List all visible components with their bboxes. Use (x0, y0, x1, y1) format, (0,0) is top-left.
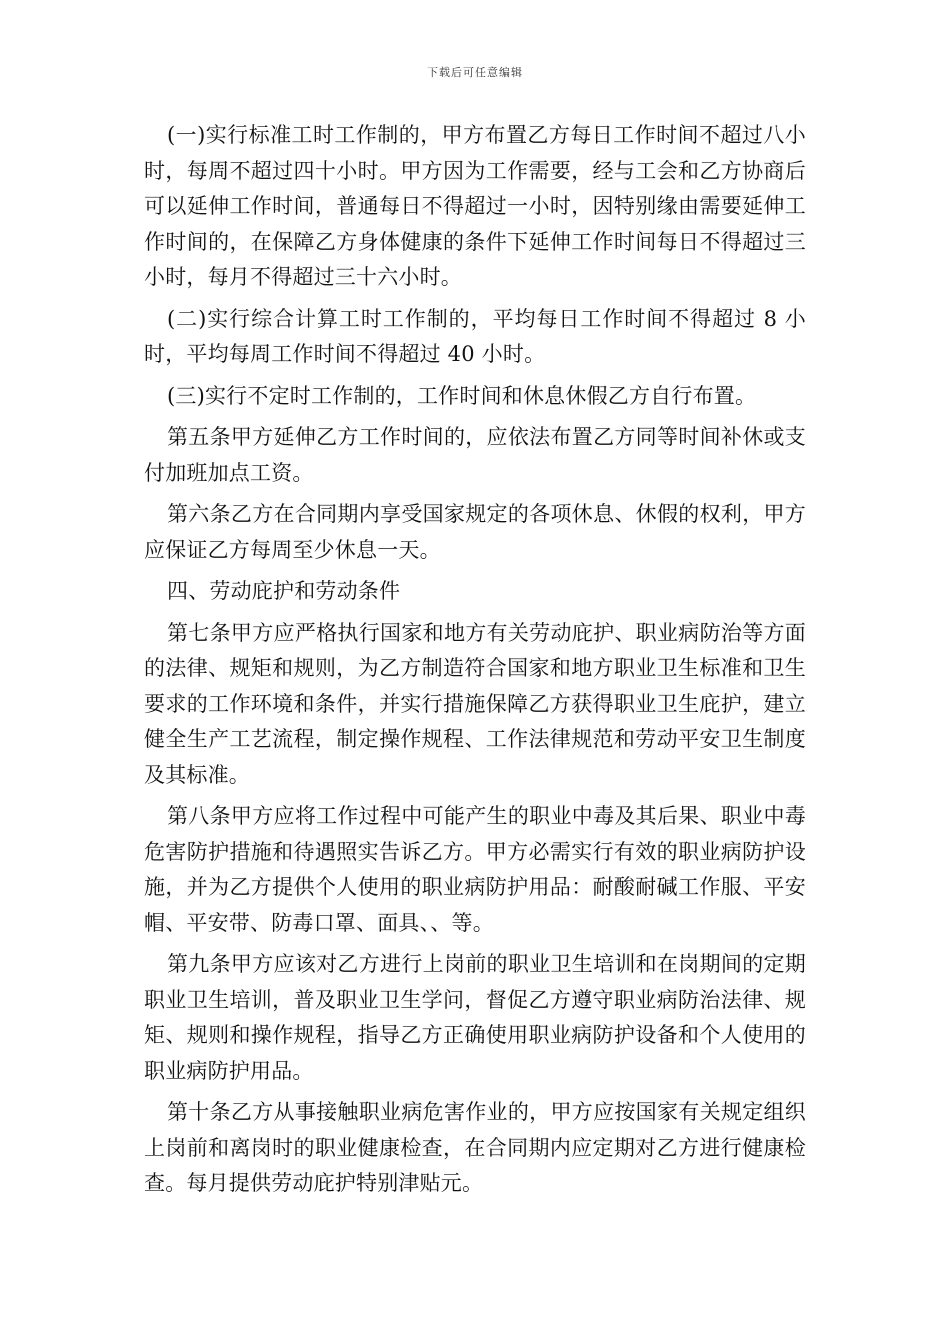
section-heading-labor-protection: 四、劳动庇护和劳动条件 (167, 579, 401, 603)
paragraph-article-8: 第八条甲方应将工作过程中可能产生的职业中毒及其后果、职业中毒危害防护措施和待遇照实告诉乙方。甲方必需实行有效的职业病防护设施，并为乙方提供个人使用的职业病防护用品：耐酸耐碱工作服、平安帽、平安带、防毒口罩、面具、、等。 (144, 804, 806, 935)
paragraph-standard-hours: (一)实行标准工时工作制的，甲方布置乙方每日工作时间不超过八小时，每周不超过四十小时。甲方因为工作需要，经与工会和乙方协商后可以延伸工作时间，普通每日不得超过一小时，因特别缘由需要延伸工作时间的，在保障乙方身体健康的条件下延伸工作时间每日不得超过三小时，每月不得超过三十六小时。 (144, 123, 806, 289)
paragraph-article-9: 第九条甲方应该对乙方进行上岗前的职业卫生培训和在岗期间的定期职业卫生培训，普及职业卫生学问，督促乙方遵守职业病防治法律、规矩、规则和操作规程，指导乙方正确使用职业病防护设备和个人使用的职业病防护用品。 (144, 952, 806, 1083)
page-header-note: 下载后可任意编辑 (427, 66, 523, 79)
paragraph-article-7: 第七条甲方应严格执行国家和地方有关劳动庇护、职业病防治等方面的法律、规矩和规则，为乙方制造符合国家和地方职业卫生标准和卫生要求的工作环境和条件，并实行措施保障乙方获得职业卫生庇护，建立健全生产工艺流程，制定操作规程、工作法律规范和劳动平安卫生制度及其标准。 (144, 620, 806, 787)
paragraph-comprehensive-hours: (二)实行综合计算工时工作制的，平均每日工作时间不得超过 8 小时，平均每周工作时间不得超过 40 小时。 (144, 306, 806, 366)
paragraph-flexible-hours: (三)实行不定时工作制的，工作时间和休息休假乙方自行布置。 (167, 383, 757, 408)
paragraph-article-5: 第五条甲方延伸乙方工作时间的，应依法布置乙方同等时间补休或支付加班加点工资。 (144, 425, 806, 485)
paragraph-article-6: 第六条乙方在合同期内享受国家规定的各项休息、休假的权利，甲方应保证乙方每周至少休息一天。 (144, 502, 806, 562)
document-body (144, 118, 806, 1208)
paragraph-article-10: 第十条乙方从事接触职业病危害作业的，甲方应按国家有关规定组织上岗前和离岗时的职业健康检查，在合同期内应定期对乙方进行健康检查。每月提供劳动庇护特别津贴元。 (144, 1100, 806, 1195)
